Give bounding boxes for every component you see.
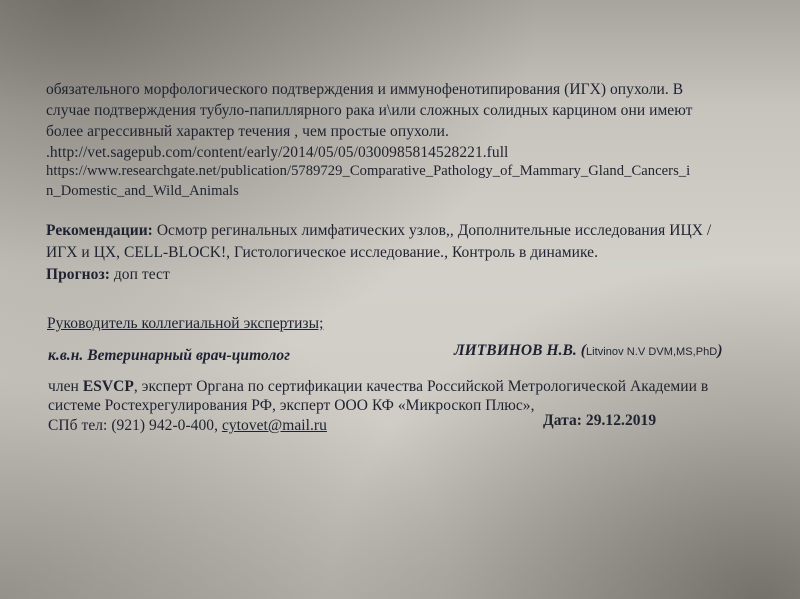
prognosis-text: доп тест: [109, 266, 170, 283]
reference-url-1: .http://vet.sagepub.com/content/early/2014/05/05/0300985814528221.full: [46, 144, 509, 161]
document-date: Дата: 29.12.2019: [543, 412, 657, 429]
paragraph-line-2: случае подтверждения тубуло-папиллярного рака и\или сложных солидных карцином они имеют: [46, 102, 693, 119]
prognosis-line: [46, 265, 170, 284]
signature-head: Руководитель коллегиальной экспертизы;: [47, 315, 324, 332]
prognosis-label: Прогноз:: [46, 266, 110, 283]
paragraph-line-1: обязательного морфологического подтверждения и иммунофенотипирования (ИГХ) опухоли. В: [46, 81, 684, 98]
paragraph-line-3: более агрессивный характер течения , чем простые опухоли.: [46, 123, 449, 140]
recommendations-line-1: [46, 221, 711, 240]
email-link[interactable]: cytovet@mail.ru: [221, 417, 327, 434]
reference-url-2-cont: n_Domestic_and_Wild_Animals: [46, 183, 239, 199]
signature-name-ru: ЛИТВИНОВ Н.В. (: [454, 342, 586, 359]
phone: СПб тел: (921) 942-0-400,: [48, 417, 222, 434]
signature-name: [454, 341, 723, 362]
member-org: ESVCP: [82, 378, 134, 395]
contact-line: [48, 416, 327, 435]
signature-name-latin: Litvinov N.V DVM,MS,PhD: [585, 346, 718, 358]
recommendations-text-1: Осмотр регинальных лимфатических узлов,, Дополнительные исследования ИЦХ /: [152, 222, 712, 239]
member-rest: , эксперт Органа по сертификации качества Российской Метрологической Академии в: [133, 378, 709, 395]
member-prefix: член: [48, 378, 83, 395]
recommendations-line-2: ИГХ и ЦХ, CELL-BLOCK!, Гистологическое исследование., Контроль в динамике.: [46, 244, 599, 261]
reference-url-2: https://www.researchgate.net/publication/5789729_Comparative_Pathology_of_Mammary_Gland_Cancers_i: [46, 163, 691, 179]
signature-name-close: ): [717, 342, 723, 359]
signature-position: к.в.н. Ветеринарный врач-цитолог: [48, 347, 290, 364]
recommendations-label: Рекомендации:: [46, 222, 153, 239]
membership-line-2: системе Ростехрегулирования РФ, эксперт ООО КФ «Микроскоп Плюс»,: [48, 397, 535, 414]
membership-line-1: [48, 377, 708, 396]
